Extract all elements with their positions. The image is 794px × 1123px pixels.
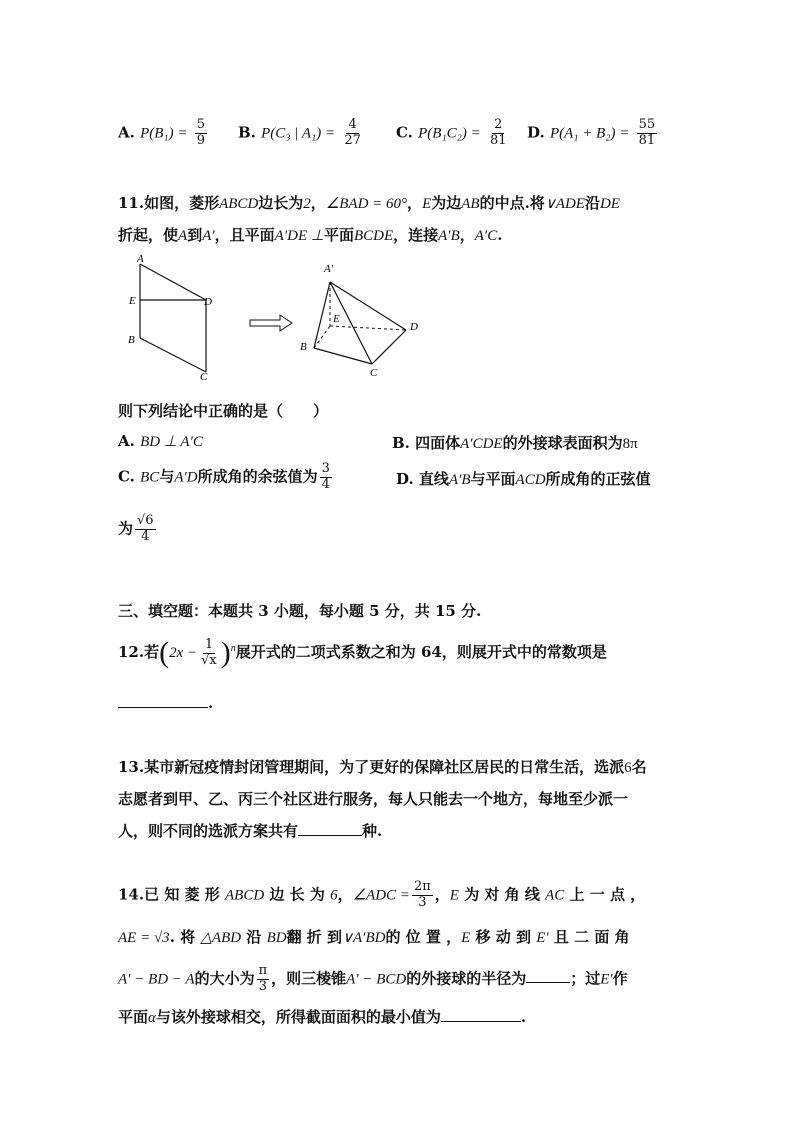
- text: 到: [187, 226, 203, 244]
- math: BCDE: [353, 228, 394, 244]
- math: BD ⊥ A′C: [140, 434, 203, 450]
- text: 沿: [246, 928, 262, 946]
- option-fraction: [488, 118, 509, 149]
- math: 2: [303, 196, 311, 212]
- q11-option-d-cont: [118, 514, 158, 545]
- math: ACD: [515, 472, 546, 488]
- frac-den: 4: [321, 476, 330, 492]
- frac-den: 81: [490, 132, 507, 148]
- edge-b-c: [314, 348, 372, 364]
- text: 的外接球表面积为: [502, 434, 623, 452]
- text: 且 二 面 角: [553, 928, 630, 946]
- q10-option-c: [396, 118, 511, 149]
- option-fraction: [135, 514, 156, 545]
- text: 所成角的正弦值: [545, 470, 651, 488]
- label-c: C: [370, 367, 378, 379]
- option-expr: P(A₁ + B₂) =: [549, 125, 630, 142]
- section-3-title: 三、填空题：本题共 3 小题，每小题 5 分，共 15 分.: [118, 602, 482, 620]
- paren-right: ): [220, 636, 231, 669]
- math: ∨A′BD: [342, 930, 386, 946]
- option-expr: P(C₃ | A₁) =: [261, 125, 336, 142]
- q12-line-1: [118, 636, 607, 670]
- frac-num: 55: [638, 117, 656, 132]
- math: A′D: [174, 469, 198, 486]
- label-b: B: [300, 341, 307, 353]
- option-label: C.: [396, 123, 413, 142]
- edge-a-b: [314, 282, 330, 348]
- label-a: A: [137, 253, 144, 265]
- math: 6: [624, 760, 632, 776]
- exponent: n: [230, 643, 236, 654]
- edge-c-d: [372, 330, 406, 364]
- q10-option-a: [118, 118, 209, 149]
- text: .: [497, 226, 503, 244]
- answer-blank-1[interactable]: [526, 982, 570, 983]
- math: AB: [461, 196, 480, 212]
- option-label: C.: [118, 467, 135, 486]
- text: 沿: [584, 194, 600, 212]
- arrow-icon: [250, 315, 292, 331]
- math: A′B: [448, 472, 471, 488]
- text: ，: [337, 885, 353, 904]
- option-label: D. 直线: [396, 470, 449, 488]
- frac-den: 3: [258, 978, 267, 994]
- text: 的中点.将: [479, 194, 545, 212]
- math: α: [148, 1010, 156, 1026]
- edge-ad: [140, 264, 206, 300]
- q13-line-3: [118, 820, 382, 841]
- q11-option-c: [118, 462, 334, 493]
- text: ，且平面: [214, 226, 275, 244]
- option-label: B.: [238, 123, 256, 142]
- text: . 将: [169, 928, 196, 946]
- text: 的大小为: [194, 969, 255, 988]
- math: ABCD: [219, 196, 259, 212]
- text: ，则三棱锥: [271, 969, 347, 988]
- text: 名: [631, 758, 647, 776]
- edge-a-d: [330, 282, 406, 330]
- q11-option-a: [118, 432, 203, 451]
- q14-fraction-2: [257, 964, 270, 995]
- math: E′: [536, 930, 549, 946]
- label-c: C: [200, 371, 208, 383]
- text: 边长为: [258, 194, 304, 212]
- frac-den: 4: [141, 528, 150, 544]
- text: 平面: [323, 226, 354, 244]
- frac-num: 2π: [413, 879, 431, 894]
- answer-blank-2[interactable]: [441, 1021, 521, 1022]
- frac-num: 1: [204, 636, 214, 652]
- text: 11.如图，菱形: [118, 194, 220, 212]
- option-expr: P(B₁) =: [140, 125, 188, 142]
- text: 平面: [118, 1008, 149, 1026]
- text: 移 动 到: [475, 928, 531, 946]
- text: ，: [434, 885, 450, 904]
- text: .: [208, 694, 214, 712]
- frac-den: 9: [196, 132, 206, 148]
- edge-bc: [140, 338, 206, 372]
- option-fraction: [637, 118, 658, 149]
- label-b: B: [128, 334, 135, 346]
- q10-option-d: [527, 118, 659, 149]
- frac-den: √x: [201, 652, 217, 668]
- option-expr: P(B₁C₂) =: [418, 125, 481, 142]
- text: 与平面: [470, 470, 516, 488]
- frac-num: √6: [137, 513, 154, 528]
- q11-option-b: [392, 432, 638, 453]
- text: 12.若: [118, 643, 160, 661]
- math: A′CDE: [460, 436, 503, 452]
- math: ∠ADC =: [352, 887, 410, 904]
- folded-figure: [300, 263, 418, 379]
- math: A′DE ⊥: [274, 228, 324, 244]
- q13-line-1: [118, 756, 647, 777]
- frac-den: 27: [344, 132, 361, 148]
- frac-num: 3: [321, 461, 330, 476]
- math: E: [449, 887, 459, 904]
- frac-num: 2: [494, 117, 503, 132]
- text: 13.某市新冠疫情封闭管理期间，为了更好的保障社区居民的日常生活，选派: [118, 758, 625, 776]
- math: △ABD: [200, 930, 242, 946]
- q12-answer-line: [118, 694, 213, 712]
- text: 展开式的二项式系数之和为 64，则展开式中的常数项是: [235, 643, 607, 661]
- option-label: D.: [527, 123, 545, 142]
- text: 折起，使: [118, 226, 179, 244]
- math: E′: [600, 971, 613, 988]
- q14-line-1: [118, 880, 645, 911]
- q13-line-2: 志愿者到甲、乙、丙三个社区进行服务，每人只能去一个地方，每地至少派一: [118, 790, 629, 808]
- math: A′: [202, 228, 215, 244]
- q14-fraction-1: [412, 880, 433, 911]
- text: 为 对 角 线: [464, 885, 540, 904]
- q12-fraction: [199, 638, 219, 669]
- text: 作: [612, 969, 628, 988]
- text: ，: [407, 194, 423, 212]
- math: 6: [330, 887, 338, 904]
- math: BD: [266, 930, 287, 946]
- option-fraction: [342, 118, 363, 149]
- label-e: E: [333, 313, 340, 325]
- q14-line-3: [118, 964, 628, 995]
- text: 种.: [362, 822, 383, 840]
- math: ∠BAD = 60°: [325, 196, 408, 212]
- text: 翻 折 到: [286, 928, 343, 946]
- option-label: B. 四面体: [392, 434, 461, 452]
- frac-den: 3: [418, 894, 427, 910]
- q11-line-2: [118, 224, 502, 245]
- math: E: [461, 930, 471, 946]
- answer-blank[interactable]: [298, 835, 362, 836]
- math: BC: [140, 469, 160, 486]
- text: .: [520, 1008, 527, 1026]
- text: 的外接球的半径为: [406, 969, 527, 988]
- option-fraction: [320, 462, 332, 493]
- math: A′ − BD − A: [118, 971, 195, 988]
- q11-question: 则下列结论中正确的是（ ）: [118, 402, 329, 420]
- text: ，连接: [393, 226, 439, 244]
- math: 2x −: [169, 645, 198, 661]
- math: ABCD: [225, 887, 265, 904]
- paren-left: (: [159, 636, 170, 669]
- math: DE: [599, 196, 620, 212]
- math: A′C: [474, 228, 498, 244]
- math: E: [422, 196, 432, 212]
- frac-num: 5: [196, 117, 206, 132]
- answer-blank[interactable]: [118, 707, 208, 708]
- rhombus-figure: [128, 253, 212, 383]
- q10-option-b: [238, 118, 365, 149]
- text: ，: [310, 194, 326, 212]
- math: A′ − BCD: [346, 971, 407, 988]
- label-a-prime: A′: [324, 263, 334, 275]
- text: 14.已 知 菱 形: [118, 885, 220, 904]
- text: 与: [159, 467, 175, 486]
- math: A: [178, 228, 188, 244]
- q11-option-d: [396, 468, 651, 489]
- text: 人，则不同的选派方案共有: [118, 822, 299, 840]
- math: AC: [545, 887, 565, 904]
- label-d: D: [410, 321, 418, 333]
- text: ；过: [570, 969, 601, 988]
- text: 为边: [431, 194, 462, 212]
- math: 8π: [622, 436, 638, 452]
- text: ，: [459, 226, 475, 244]
- text: 上 一 点 ，: [569, 885, 646, 904]
- text: 边 长 为: [269, 885, 325, 904]
- label-d: D: [204, 296, 212, 308]
- edge-e-d: [330, 326, 406, 330]
- text: 为: [118, 519, 134, 538]
- label-e: E: [129, 295, 136, 307]
- q14-line-4: [118, 1006, 526, 1027]
- math: AE = √3: [118, 930, 170, 946]
- text: 的 位 置 ，: [385, 928, 462, 946]
- frac-den: 81: [638, 132, 656, 148]
- math: A′B: [438, 228, 460, 244]
- text: 与该外接球相交，所得截面面积的最小值为: [155, 1008, 441, 1026]
- option-label: A.: [118, 123, 135, 142]
- option-label: A.: [118, 432, 135, 450]
- math: ∨ADE: [544, 196, 585, 212]
- option-fraction: [195, 118, 207, 149]
- q11-figure: [118, 250, 438, 386]
- q11-line-1: [118, 192, 620, 213]
- frac-num: 4: [348, 117, 357, 132]
- q14-line-2: [118, 926, 630, 947]
- text: 所成角的余弦值为: [197, 467, 318, 486]
- frac-num: π: [258, 963, 268, 978]
